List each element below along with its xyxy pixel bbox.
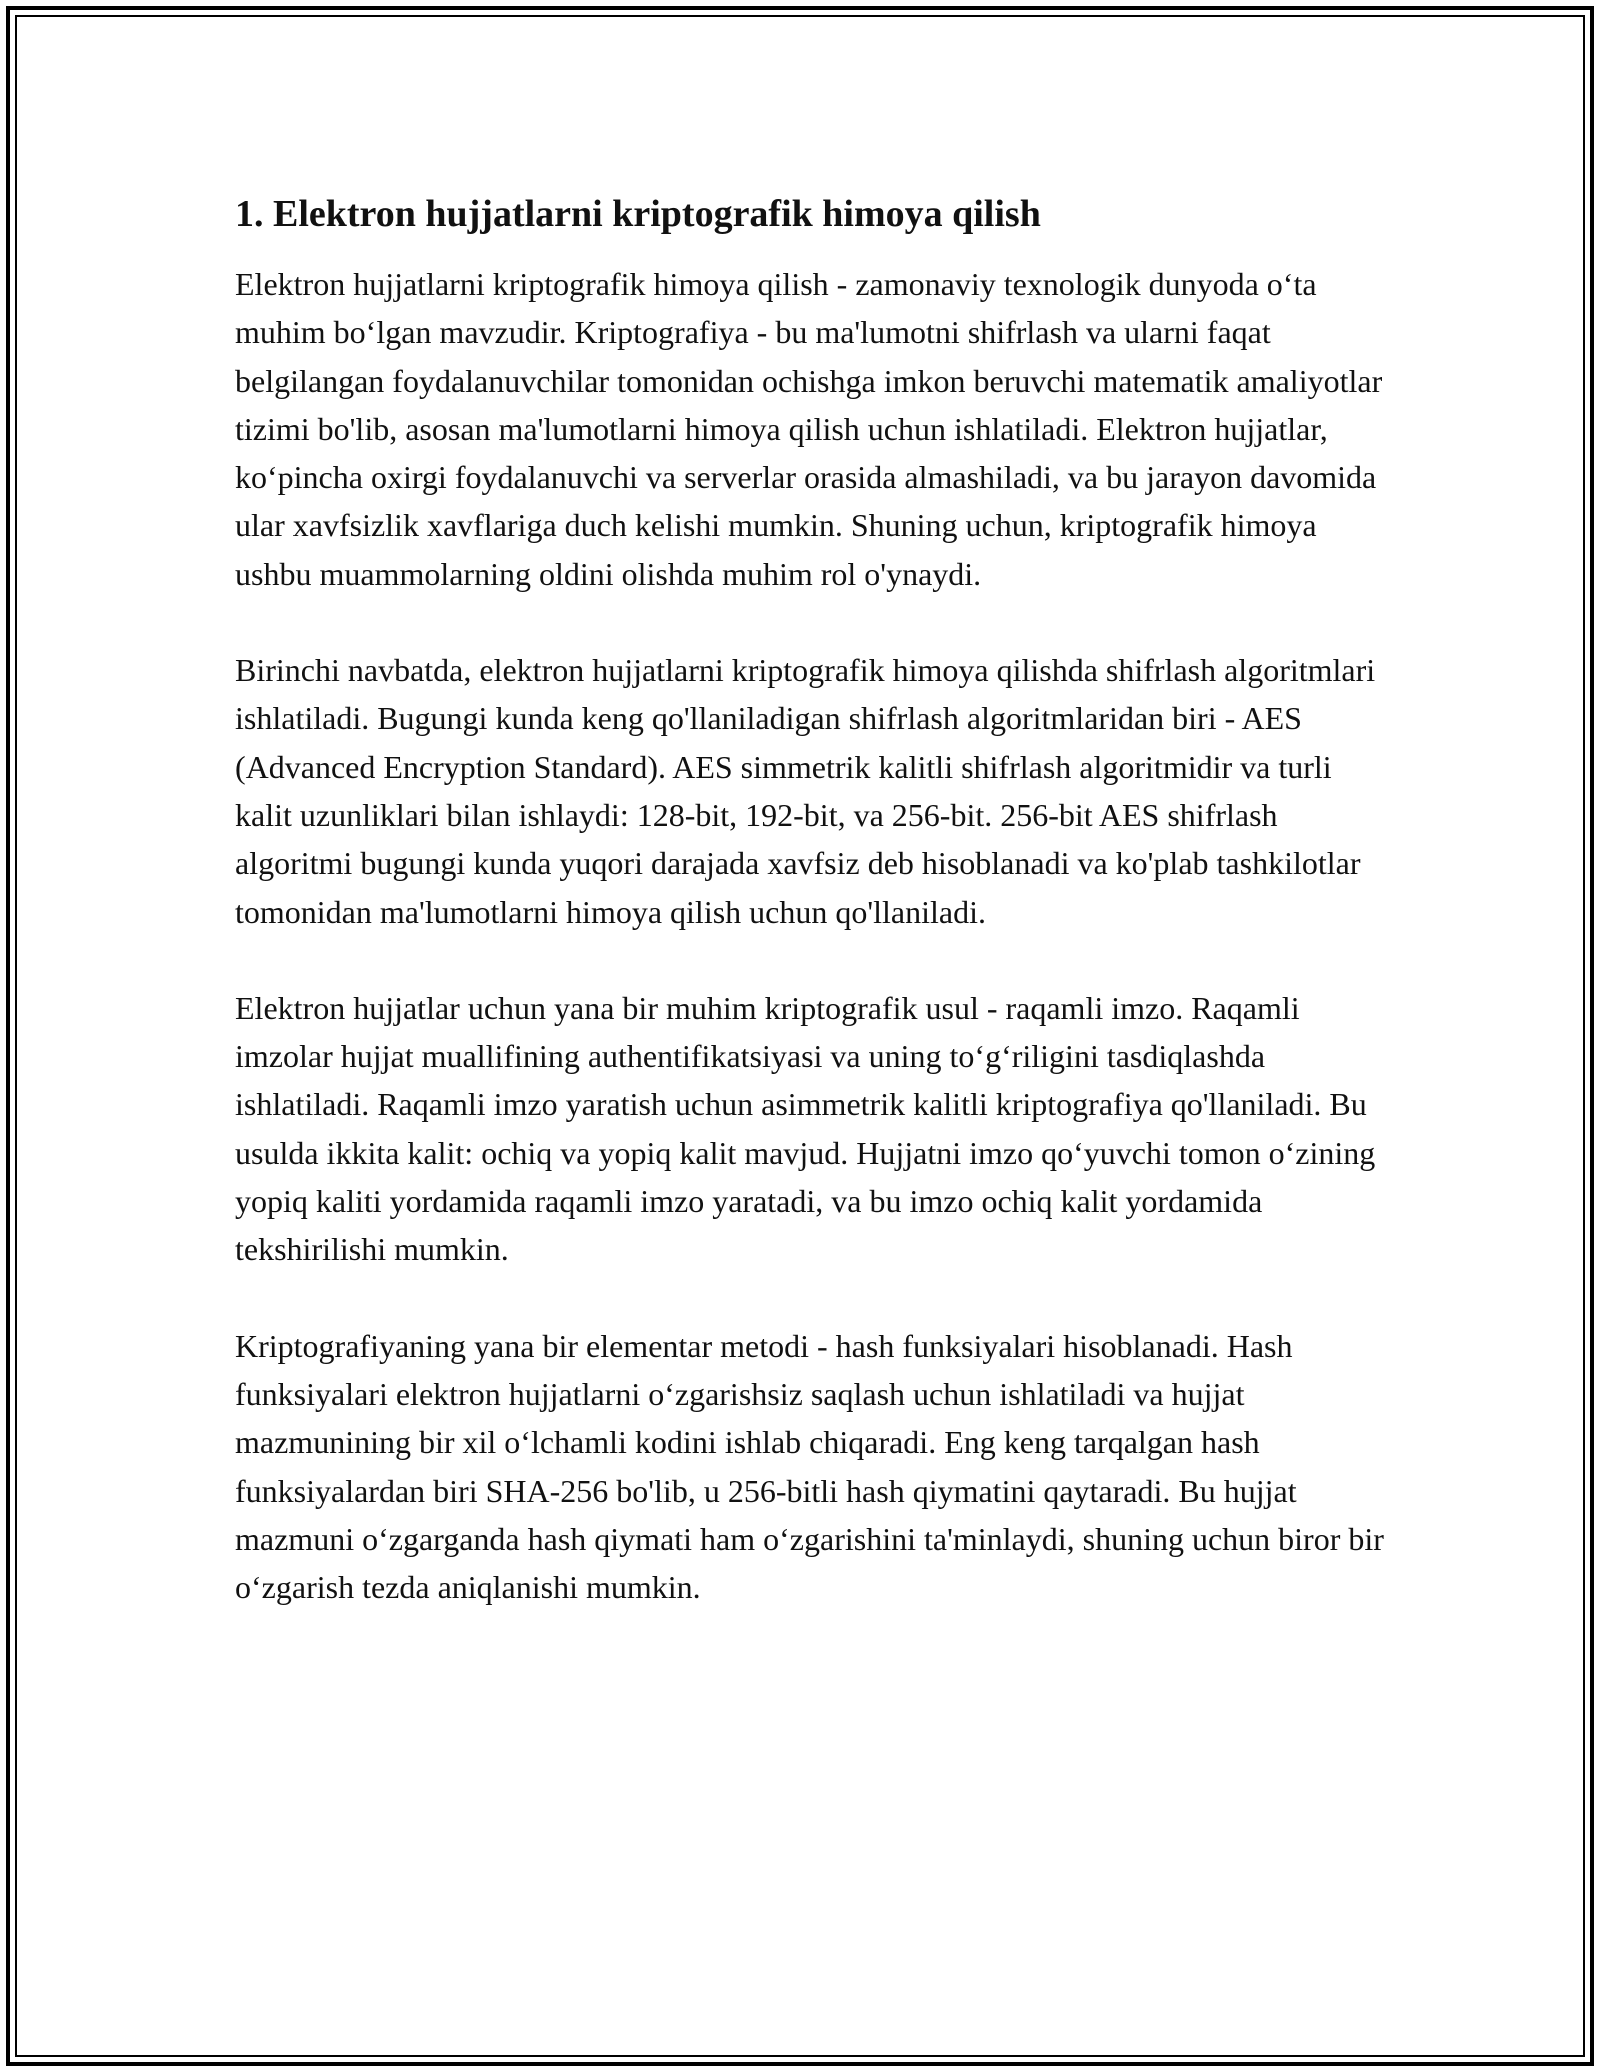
paragraph-hash-functions: Kriptografiyaning yana bir elementar metodi - hash funksiyalari hisoblanadi. Hash funksiyalari elektron hujjatlarni o‘zgarishsiz saqlash uchun ishlatiladi va hujjat mazmunining bir xil o‘lchamli kodini ishlab chiqaradi. Eng keng tarqalgan hash funksiyalardan biri SHA-256 bo'lib, u 256-bitli hash qiymatini qaytaradi. Bu hujjat mazmuni o‘zgarganda hash qiymati ham o‘zgarishini ta'minlaydi, shuning uchun biror bir o‘zgarish tezda aniqlanishi mumkin. bbox=[235, 1327, 1384, 1606]
paragraph-encryption: Birinchi navbatda, elektron hujjatlarni kriptografik himoya qilishda shifrlash algoritmlari ishlatiladi. Bugungi kunda keng qo'llaniladigan shifrlash algoritmlaridan biri - AES (Advanced Encryption Standard). AES simmetrik kalitli shifrlash algoritmidir va turli kalit uzunliklari bilan ishlaydi: 128-bit, 192-bit, va 256-bit. 256-bit AES shifrlash algoritmi bugungi kunda yuqori darajada xavfsiz deb hisoblanadi va ko'plab tashkilotlar tomonidan ma'lumotlarni himoya qilish uchun qo'llaniladi. bbox=[235, 652, 1376, 930]
paragraph-intro: Elektron hujjatlarni kriptografik himoya qilish - zamonaviy texnologik dunyoda o‘ta muhim bo‘lgan mavzudir. Kriptografiya - bu ma'lumotni shifrlash va ularni faqat belgilangan foydalanuvchilar tomonidan ochishga imkon beruvchi matematik amaliyotlar tizimi bo'lib, asosan ma'lumotlarni himoya qilish uchun ishlatiladi. Elektron hujjatlar, ko‘pincha oxirgi foydalanuvchi va serverlar orasida almashiladi, va bu jarayon davomida ular xavfsizlik xavflariga duch kelishi mumkin. Shuning uchun, kriptografik himoya ushbu muammolarning oldini olishda muhim rol o'ynaydi. bbox=[235, 266, 1383, 592]
section-heading: 1. Elektron hujjatlarni kriptografik himoya qilish bbox=[235, 193, 1041, 235]
paragraph-digital-signature: Elektron hujjatlar uchun yana bir muhim kriptografik usul - raqamli imzo. Raqamli imzolar hujjat muallifining authentifikatsiyasi va uning to‘g‘riligini tasdiqlashda ishlatiladi. Raqamli imzo yaratish uchun asimmetrik kalitli kriptografiya qo'llaniladi. Bu usulda ikkita kalit: ochiq va yopiq kalit mavjud. Hujjatni imzo qo‘yuvchi tomon o‘zining yopiq kaliti yordamida raqamli imzo yaratadi, va bu imzo ochiq kalit yordamida tekshirilishi mumkin. bbox=[235, 989, 1376, 1268]
document-body bbox=[235, 182, 1395, 1659]
